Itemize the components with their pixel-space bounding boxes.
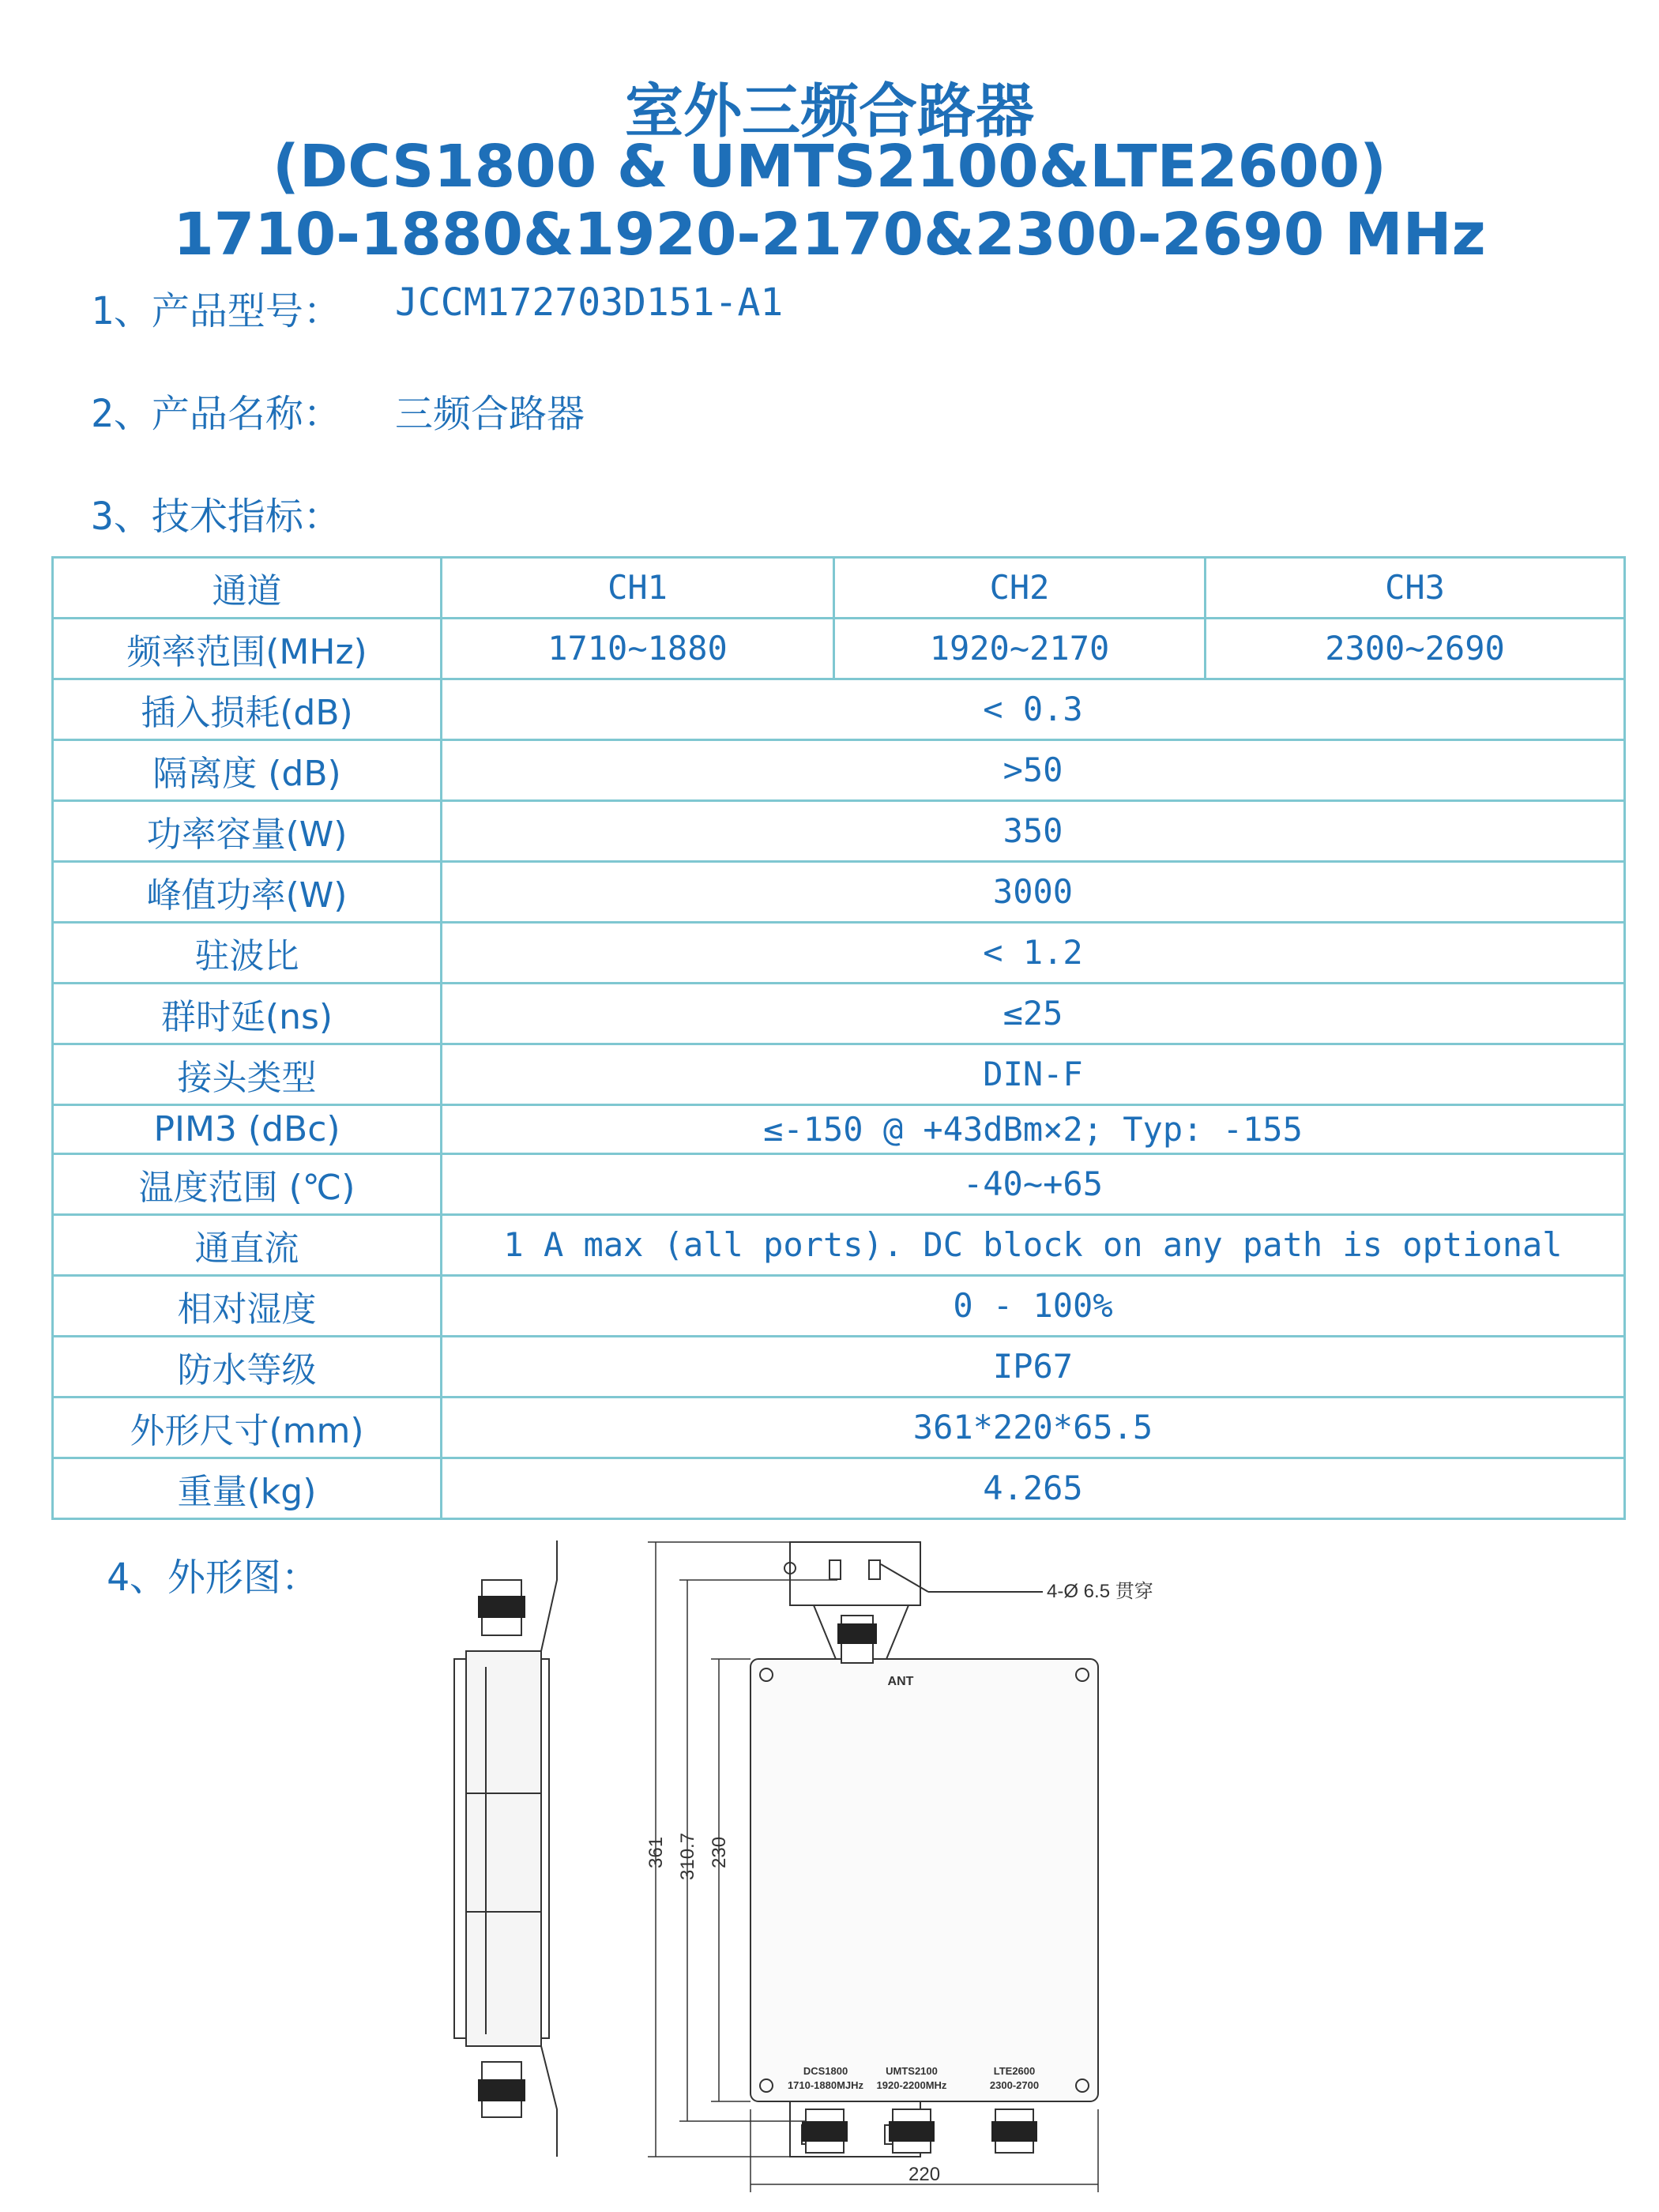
title-line-1: 室外三频合路器 <box>625 77 1034 145</box>
table-cell: 驻波比 <box>53 922 442 983</box>
table-cell: CH1 <box>442 558 834 619</box>
dim-230: 230 <box>709 1836 730 1868</box>
table-cell: CH2 <box>834 558 1206 619</box>
table-cell: 1 A max (all ports). DC block on any path is optional <box>442 1214 1625 1275</box>
table-cell: 接头类型 <box>53 1044 442 1104</box>
table-row <box>53 800 1625 861</box>
table-row <box>53 1275 1625 1336</box>
table-row <box>53 1458 1625 1518</box>
name-label: 2、产品名称： <box>91 392 341 436</box>
table-cell: 外形尺寸(mm) <box>53 1397 442 1458</box>
table-cell: 防水等级 <box>53 1336 442 1397</box>
model-label: 1、产品型号： <box>91 289 341 333</box>
front-port-2 <box>889 2109 935 2153</box>
table-row <box>53 618 1625 679</box>
table-cell: 隔离度 (dB) <box>53 739 442 800</box>
port1-freq: 1710-1880MJHz <box>787 2079 864 2091</box>
table-row <box>53 1214 1625 1275</box>
port3-name: LTE2600 <box>993 2065 1036 2077</box>
name-row <box>91 383 585 438</box>
dim-361: 361 <box>645 1836 667 1868</box>
hole-note: 4-Ø 6.5 贯穿 <box>1047 1581 1153 1602</box>
side-connector-top <box>478 1580 525 1635</box>
table-cell: CH3 <box>1206 558 1625 619</box>
table-cell: 重量(kg) <box>53 1458 442 1518</box>
ant-label: ANT <box>887 1675 914 1688</box>
table-cell: 群时延(ns) <box>53 983 442 1044</box>
table-cell: IP67 <box>442 1336 1625 1397</box>
table-cell: 350 <box>442 800 1625 861</box>
table-cell: 1920~2170 <box>834 618 1206 679</box>
front-port-3 <box>991 2109 1037 2153</box>
table-row <box>53 1104 1625 1153</box>
table-row <box>53 983 1625 1044</box>
table-cell: 361*220*65.5 <box>442 1397 1625 1458</box>
table-cell: DIN-F <box>442 1044 1625 1104</box>
table-cell: 通直流 <box>53 1214 442 1275</box>
table-cell: < 0.3 <box>442 679 1625 739</box>
model-value: JCCM172703D151-A1 <box>395 280 784 325</box>
table-row <box>53 739 1625 800</box>
table-cell: -40~+65 <box>442 1153 1625 1214</box>
table-cell: PIM3 (dBc) <box>53 1104 442 1153</box>
table-cell: 0 - 100% <box>442 1275 1625 1336</box>
side-connector-bottom <box>478 2062 525 2117</box>
name-value: 三频合路器 <box>395 392 585 436</box>
table-row <box>53 1336 1625 1397</box>
table-cell: 峰值功率(W) <box>53 861 442 922</box>
port2-freq: 1920-2200MHz <box>876 2079 947 2091</box>
port3-freq: 2300-2700 <box>989 2079 1040 2091</box>
table-cell: 4.265 <box>442 1458 1625 1518</box>
model-row <box>91 280 784 335</box>
table-cell: ≤-150 @ +43dBm×2; Typ: -155 <box>442 1104 1625 1153</box>
spec-table <box>51 556 1626 1520</box>
front-port-1 <box>802 2109 848 2153</box>
outline-drawing <box>442 1540 1311 2204</box>
table-cell: < 1.2 <box>442 922 1625 983</box>
table-row <box>53 1044 1625 1104</box>
table-row <box>53 558 1625 619</box>
port2-name: UMTS2100 <box>886 2065 938 2077</box>
table-cell: 通道 <box>53 558 442 619</box>
title-line-3: 1710-1880&1920-2170&2300-2690 MHz <box>173 201 1486 269</box>
table-cell: 功率容量(W) <box>53 800 442 861</box>
dim-220: 220 <box>908 2164 941 2185</box>
table-row <box>53 1397 1625 1458</box>
table-cell: 频率范围(MHz) <box>53 618 442 679</box>
table-cell: 2300~2690 <box>1206 618 1625 679</box>
table-cell: 1710~1880 <box>442 618 834 679</box>
table-cell: 温度范围 (℃) <box>53 1153 442 1214</box>
table-row <box>53 679 1625 739</box>
title-line-2: (DCS1800 & UMTS2100&LTE2600) <box>273 133 1386 201</box>
spec-heading: 3、技术指标： <box>91 495 341 539</box>
table-cell: >50 <box>442 739 1625 800</box>
table-row <box>53 922 1625 983</box>
table-cell: 3000 <box>442 861 1625 922</box>
table-cell: ≤25 <box>442 983 1625 1044</box>
drawing-heading: 4、外形图： <box>107 1556 319 1600</box>
table-cell: 相对湿度 <box>53 1275 442 1336</box>
table-row <box>53 1153 1625 1214</box>
table-row <box>53 861 1625 922</box>
port1-name: DCS1800 <box>803 2065 848 2077</box>
dim-310: 310.7 <box>677 1832 698 1880</box>
table-cell: 插入损耗(dB) <box>53 679 442 739</box>
